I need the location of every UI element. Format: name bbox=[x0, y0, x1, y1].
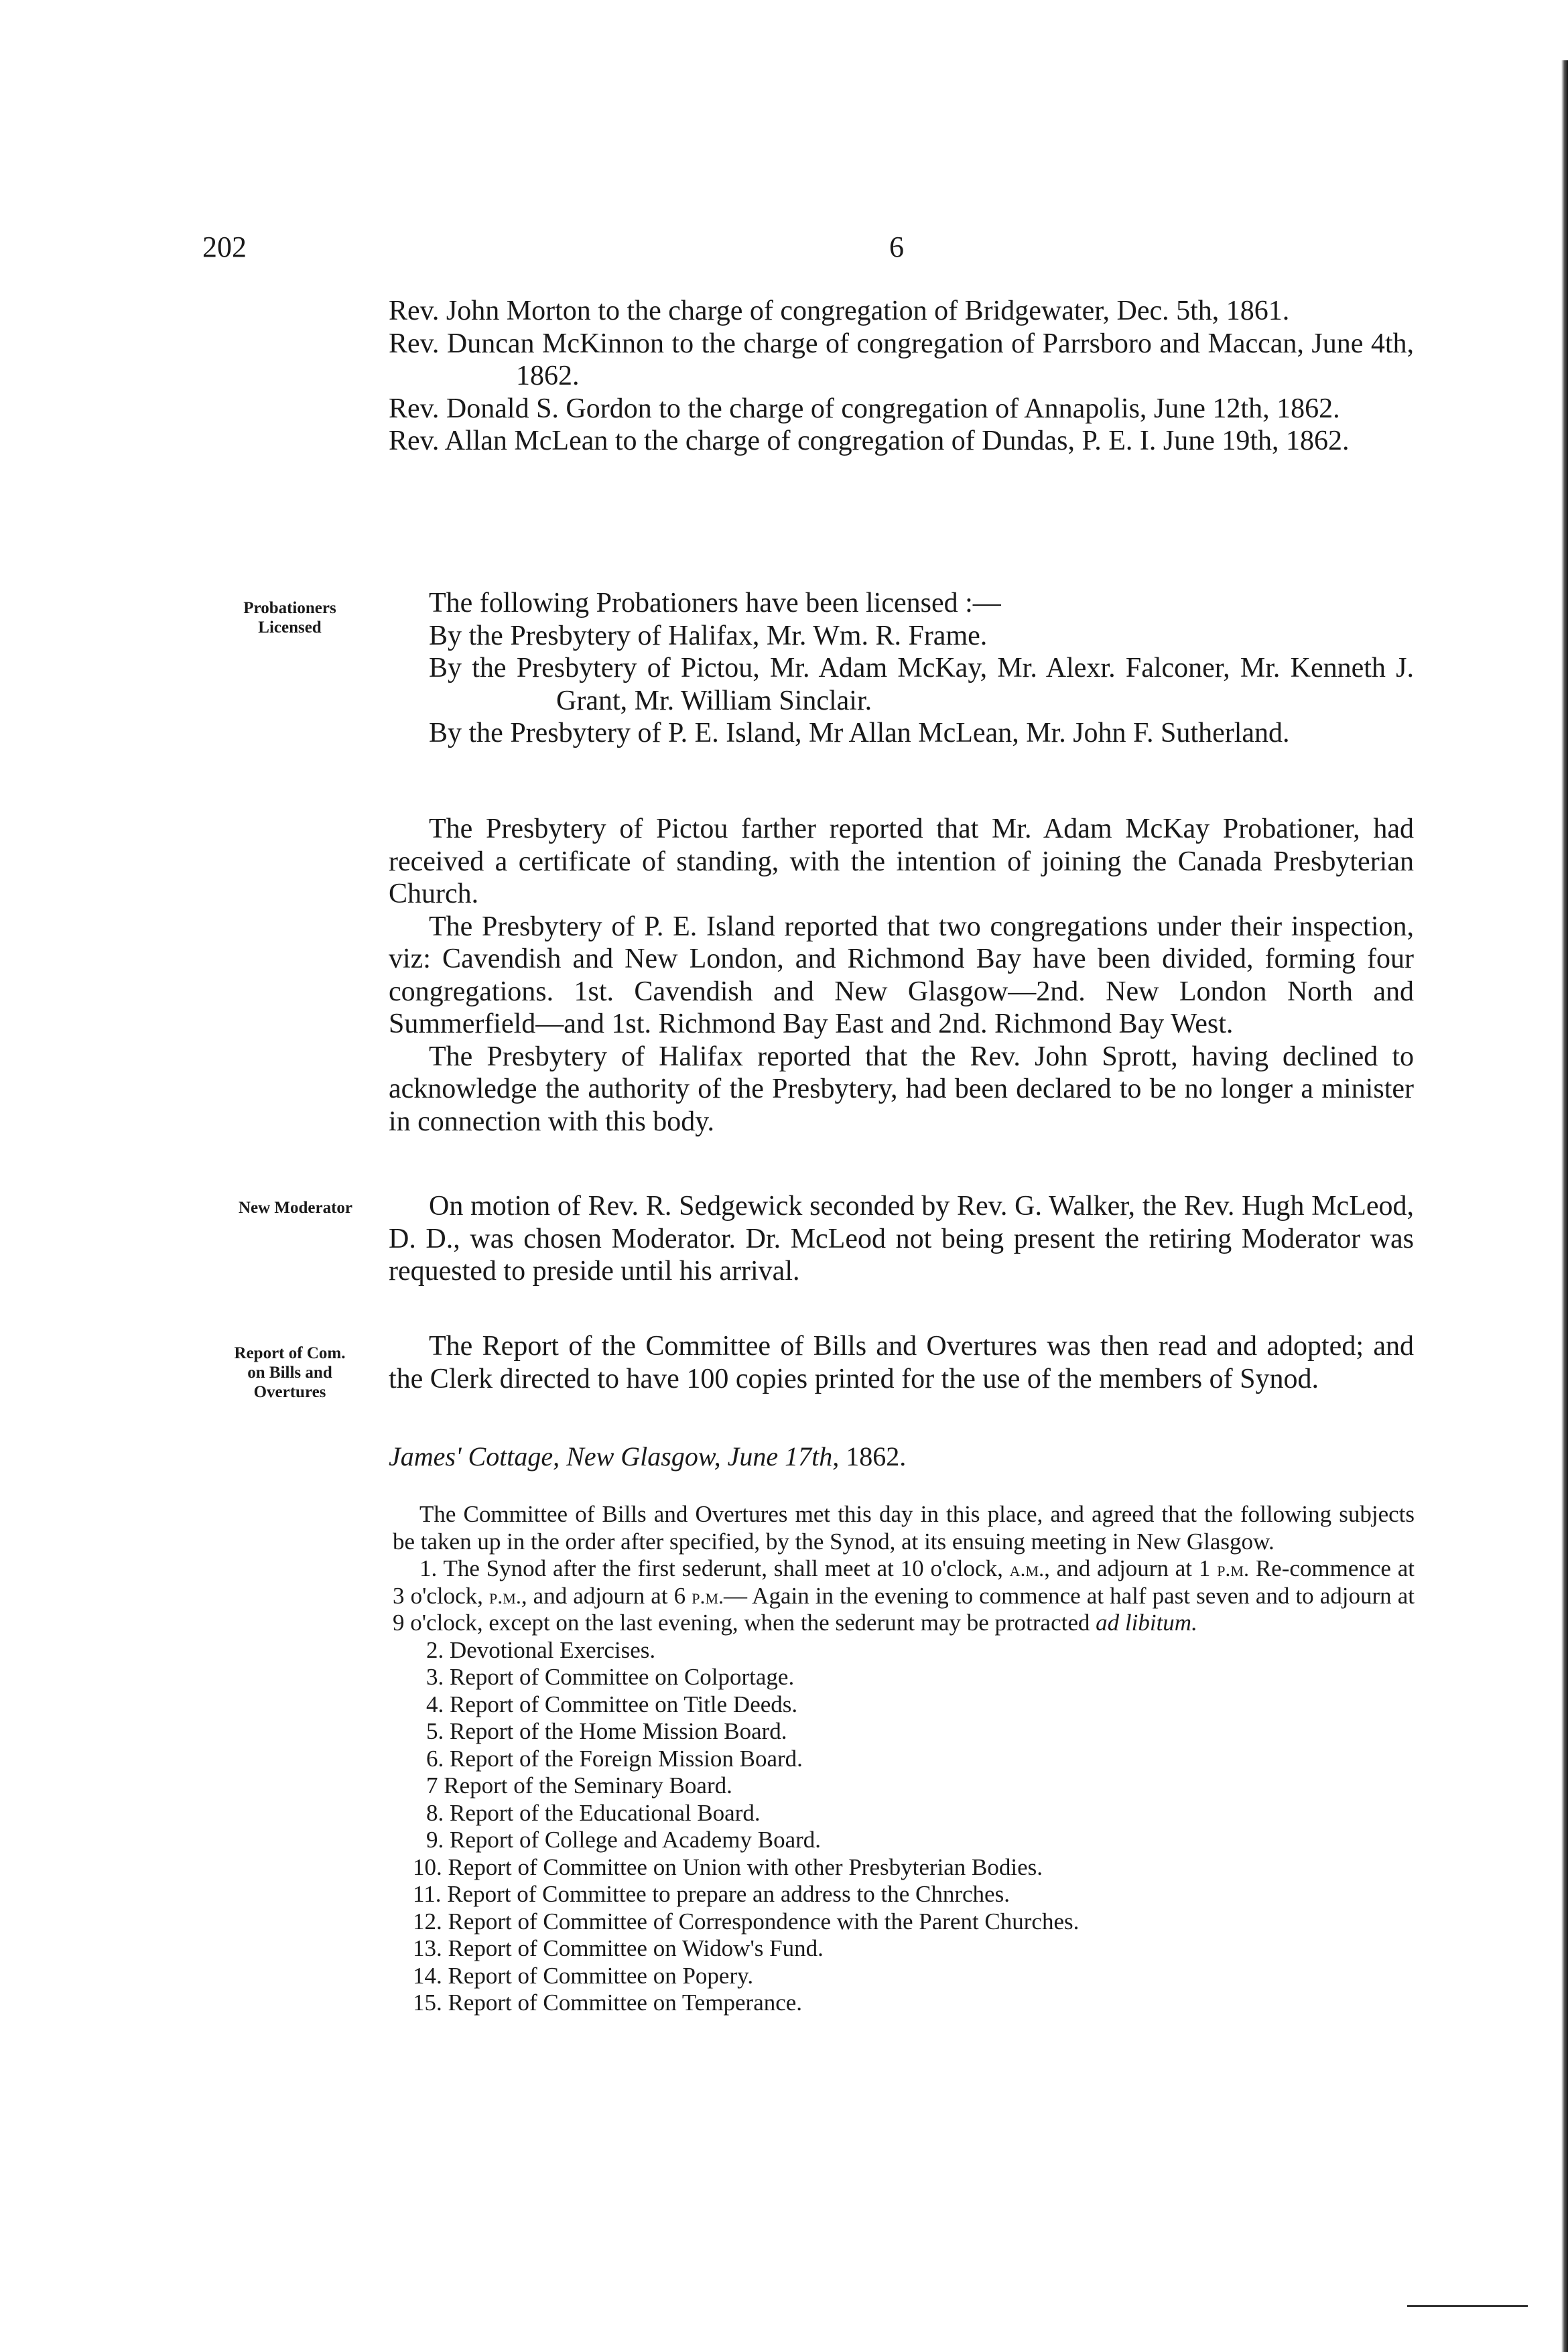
appointment-entry: Rev. Allan McLean to the charge of congregation of Dundas, P. E. I. June 19th, 1862. bbox=[389, 426, 1350, 456]
paragraph-moderator: On motion of Rev. R. Sedgewick seconded by Rev. G. Walker, the Rev. Hugh McLeod, D. D., was chosen Moderator. Dr. McLeod not being present the retiring Moderator was requested to preside until his arrival. bbox=[389, 1191, 1414, 1287]
margin-note-line: Overtures bbox=[253, 1383, 326, 1401]
item1-part: ad libitum. bbox=[1096, 1610, 1197, 1636]
pm-abbrev: p.m. bbox=[489, 1583, 521, 1608]
dateline-year: 1862. bbox=[846, 1441, 907, 1472]
footer-rule bbox=[1407, 2305, 1528, 2307]
item1-part: 1. The Synod after the first sederunt, shall meet at 10 o'clock, bbox=[419, 1555, 1003, 1581]
margin-note-line: New Moderator bbox=[238, 1199, 353, 1217]
committee-item: 7 Report of the Seminary Board. bbox=[426, 1772, 732, 1799]
margin-note-line: Probationers bbox=[243, 599, 336, 617]
licensed-section bbox=[389, 587, 1414, 750]
committee-item: 2. Devotional Exercises. bbox=[426, 1636, 656, 1663]
margin-note-probationers bbox=[201, 598, 379, 637]
binding-edge bbox=[1561, 60, 1568, 2352]
committee-item: 4. Report of Committee on Title Deeds. bbox=[426, 1691, 798, 1717]
pm-abbrev: p.m. bbox=[1217, 1557, 1249, 1581]
appointment-entry: Rev. Duncan McKinnon to the charge of congregation of Parrsboro and Maccan, June 4th, 1862. bbox=[389, 328, 1414, 391]
pm-abbrev: p.m. bbox=[692, 1583, 724, 1608]
committee-item: 10. Report of Committee on Union with other Presbyterian Bodies. bbox=[413, 1853, 1043, 1880]
margin-note-line: Licensed bbox=[258, 618, 322, 637]
margin-note-report bbox=[201, 1344, 379, 1402]
reports-section bbox=[389, 813, 1414, 1138]
item1-part: , and adjourn at 1 bbox=[1044, 1555, 1211, 1581]
dateline bbox=[389, 1441, 1414, 1474]
margin-note-line: Report of Com. bbox=[234, 1344, 346, 1362]
dateline-place: James' Cottage, New Glasgow, June 17th, bbox=[389, 1441, 840, 1472]
committee-item: 9. Report of College and Academy Board. bbox=[426, 1827, 822, 1853]
committee-item: 13. Report of Committee on Widow's Fund. bbox=[413, 1935, 824, 1961]
item1-part: Re-commence at 3 o'clock, bbox=[393, 1555, 1415, 1609]
committee-item: 15. Report of Committee on Temperance. bbox=[413, 1989, 803, 2016]
paragraph-pictou: The Presbytery of Pictou farther reported that Mr. Adam McKay Probationer, had received a certificate of standing, with the intention of joining the Canada Presbyterian Church. bbox=[389, 813, 1414, 909]
committee-minute bbox=[393, 1501, 1415, 2017]
licensed-entry: By the Presbytery of P. E. Island, Mr Allan McLean, Mr. John F. Sutherland. bbox=[429, 718, 1290, 748]
committee-item: 12. Report of Committee of Correspondence with the Parent Churches. bbox=[413, 1908, 1080, 1935]
committee-item: 14. Report of Committee on Popery. bbox=[413, 1962, 754, 1989]
signature-mark: 6 bbox=[889, 231, 904, 263]
moderator-section bbox=[389, 1190, 1414, 1288]
appointments-list bbox=[389, 295, 1414, 458]
margin-note-line: on Bills and bbox=[247, 1364, 332, 1382]
appointment-entry: Rev. Donald S. Gordon to the charge of congregation of Annapolis, June 12th, 1862. bbox=[389, 393, 1340, 424]
committee-item: 6. Report of the Foreign Mission Board. bbox=[426, 1745, 803, 1772]
paragraph-report: The Report of the Committee of Bills and Overtures was then read and adopted; and the Clerk directed to have 100 copies printed for the use of the members of Synod. bbox=[389, 1331, 1414, 1394]
licensed-entry: By the Presbytery of Halifax, Mr. Wm. R. Frame. bbox=[429, 620, 988, 651]
report-section bbox=[389, 1330, 1414, 1395]
committee-item: 11. Report of Committee to prepare an address to the Chnrches. bbox=[413, 1881, 1010, 1907]
paragraph-halifax: The Presbytery of Halifax reported that the Rev. John Sprott, having declined to acknowledge the authority of the Presbytery, had been declared to be no longer a minister in connection with this body. bbox=[389, 1041, 1414, 1137]
margin-note-moderator bbox=[198, 1198, 393, 1218]
item1-part: , and adjourn at 6 bbox=[521, 1582, 686, 1609]
paragraph-pei: The Presbytery of P. E. Island reported that two congregations under their inspection, viz: Cavendish and New London, and Richmond Bay have been divided, forming four congregations. 1st. Cavendish and New Glasgow—2nd. New London North and Summerfield—and 1st. Richmond Bay East and 2nd. Richmond Bay West. bbox=[389, 911, 1414, 1039]
dateline-text bbox=[389, 1441, 1414, 1474]
committee-item: 5. Report of the Home Mission Board. bbox=[426, 1718, 787, 1744]
committee-items bbox=[393, 1637, 1415, 2017]
item1-part: — Again in the evening to commence at half past seven and to adjourn at 9 o'clock, except on the last evening, when the sederunt may be protracted bbox=[393, 1582, 1415, 1636]
committee-intro: The Committee of Bills and Overtures met this day in this place, and agreed that the following subjects be taken up in the order after specified, by the Synod, at its ensuing meeting in New Glasgow. bbox=[393, 1501, 1415, 1555]
am-abbrev: a.m. bbox=[1009, 1557, 1045, 1581]
appointment-entry: Rev. John Morton to the charge of congregation of Bridgewater, Dec. 5th, 1861. bbox=[389, 296, 1290, 326]
committee-item: 8. Report of the Educational Board. bbox=[426, 1799, 761, 1826]
page-number: 202 bbox=[202, 231, 247, 263]
licensed-intro: The following Probationers have been licensed :— bbox=[429, 588, 1001, 618]
committee-item: 3. Report of Committee on Colportage. bbox=[426, 1664, 795, 1690]
committee-item-1 bbox=[393, 1555, 1415, 1637]
licensed-entry: By the Presbytery of Pictou, Mr. Adam McKay, Mr. Alexr. Falconer, Mr. Kenneth J. Grant, Mr. William Sinclair. bbox=[429, 653, 1414, 716]
